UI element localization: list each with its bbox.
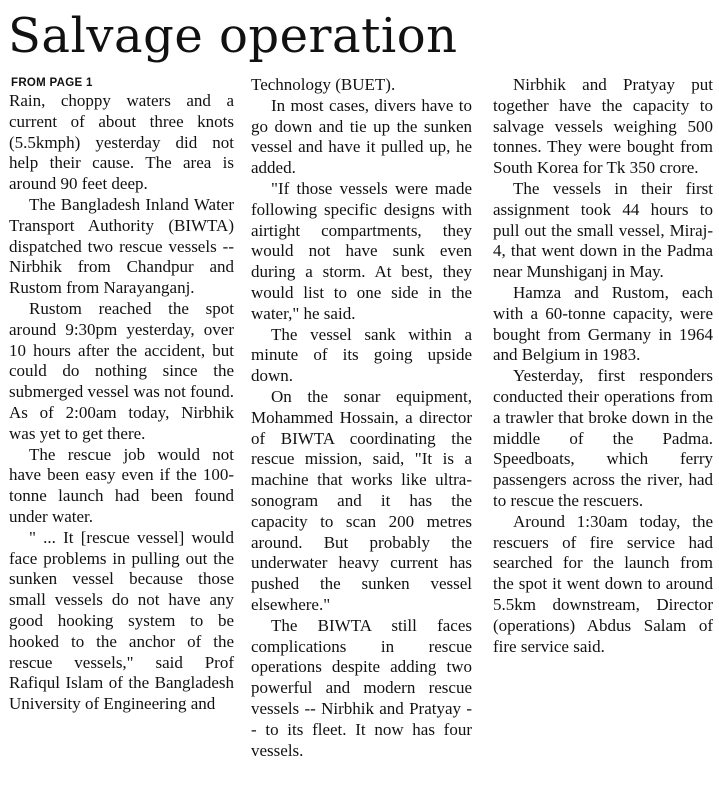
paragraph: The rescue job would not have been easy even if the 100-tonne launch had been found under water. bbox=[9, 444, 234, 526]
paragraph: The vessel sank within a minute of its going upside down. bbox=[251, 324, 472, 386]
paragraph: The Bangladesh Inland Water Transport Authority (BIWTA) dispatched two rescue vessels -- Nirbhik from Chandpur and Rustom from Narayanganj. bbox=[9, 194, 234, 298]
paragraph: Hamza and Rustom, each with a 60-tonne capacity, were bought from Germany in 1964 and Belgium in 1983. bbox=[493, 282, 713, 365]
paragraph: The BIWTA still faces complications in rescue operations despite adding two powerful and modern rescue vessels -- Nirbhik and Pratyay -- to its fleet. It now has four vessels. bbox=[251, 615, 472, 760]
paragraph: Technology (BUET). bbox=[251, 75, 396, 94]
paragraph: Around 1:30am today, the rescuers of fire service had searched for the launch from the spot it went down to around 5.5km downstream, Director (operations) Abdus Salam of fire service said. bbox=[493, 511, 713, 656]
article-column-1 bbox=[9, 75, 234, 715]
article-column-2 bbox=[251, 75, 472, 761]
headline: Salvage operation bbox=[8, 8, 458, 64]
paragraph: Nirbhik and Pratyay put together have the capacity to salvage vessels weighing 500 tonnes. They were bought from South Korea for Tk 350 crore. bbox=[493, 75, 713, 178]
article-column-3 bbox=[493, 75, 713, 657]
paragraph: "If those vessels were made following specific designs with airtight compartments, they would not have sunk even during a storm. At best, they would list to one side in the water," he said. bbox=[251, 178, 472, 323]
paragraph: The vessels in their first assignment took 44 hours to pull out the small vessel, Miraj-4, that went down in the Padma near Munshiganj in May. bbox=[493, 178, 713, 282]
kicker-label: FROM PAGE 1 bbox=[11, 77, 93, 89]
paragraph: In most cases, divers have to go down and tie up the sunken vessel and have it pulled up, he added. bbox=[251, 95, 472, 178]
paragraph: " ... It [rescue vessel] would face problems in pulling out the sunken vessel because those small vessels do not have any good hooking system to be hooked to the anchor of the rescue vessels," said Prof Rafiqul Islam of the Bangladesh University of Engineering and bbox=[9, 527, 234, 714]
paragraph: Rain, choppy waters and a current of about three knots (5.5kmph) yesterday did not help their cause. The area is around 90 feet deep. bbox=[9, 91, 234, 194]
paragraph: Yesterday, first responders conducted their operations from a trawler that broke down in the middle of the Padma. Speedboats, which ferry passengers across the river, had to rescue the rescuers. bbox=[493, 366, 713, 510]
paragraph: Rustom reached the spot around 9:30pm yesterday, over 10 hours after the accident, but could do nothing since the submerged vessel was not found. As of 2:00am today, Nirbhik was yet to get there. bbox=[9, 298, 234, 443]
paragraph: On the sonar equipment, Mohammed Hossain, a director of BIWTA coordinating the rescue mission, said, "It is a machine that works like ultra-sonogram and it has the capacity to scan 200 metres around. But probably the underwater heavy current has pushed the sunken vessel elsewhere." bbox=[251, 386, 472, 614]
